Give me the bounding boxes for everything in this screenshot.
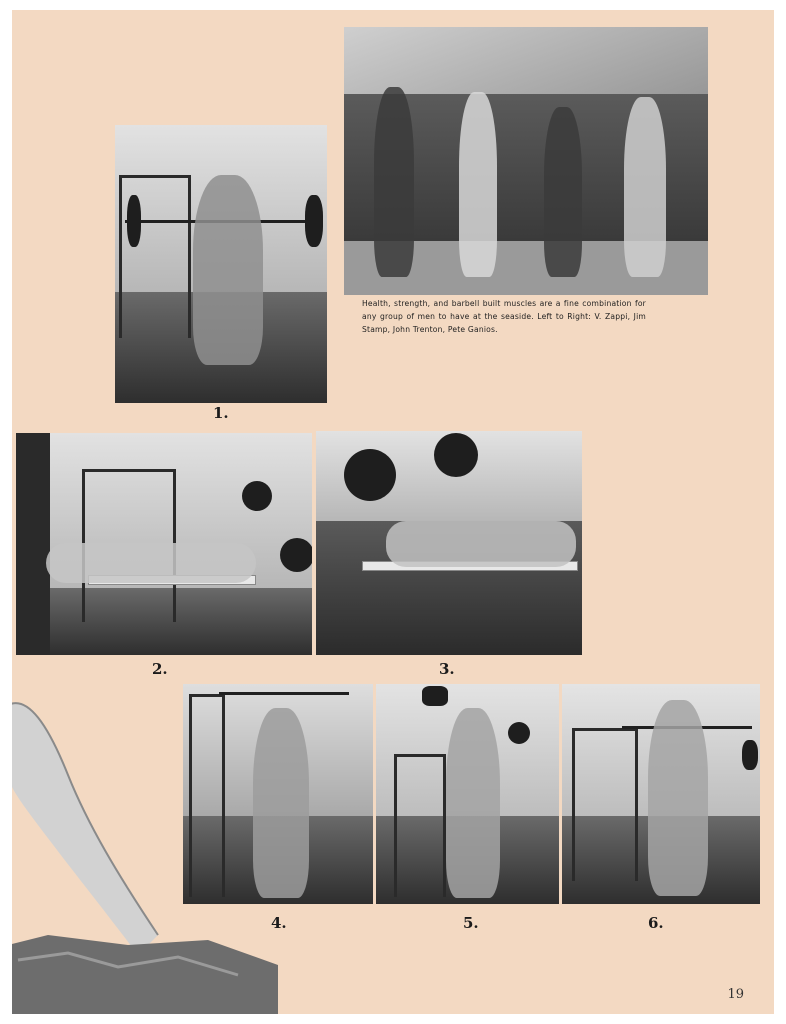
exercise-photo-3 (316, 431, 582, 655)
figure-label-1: 1. (213, 404, 229, 422)
figure-label-4: 4. (271, 914, 287, 932)
group-photo-caption: Health, strength, and barbell built muscles are a fine combination for any group of men to have at the seaside. Left to Right: V. Zappi, Jim Stamp, John Trenton, Pete Ganios. (362, 299, 646, 334)
magazine-page (12, 10, 774, 1014)
leg-rock-illustration (12, 695, 278, 1014)
exercise-photo-6 (562, 684, 760, 904)
exercise-photo-2 (16, 433, 312, 655)
figure-label-3: 3. (439, 660, 455, 678)
exercise-photo-5 (376, 684, 559, 904)
page-number: 19 (727, 987, 744, 1002)
figure-label-2: 2. (152, 660, 168, 678)
group-seaside-photo (344, 27, 708, 295)
figure-label-6: 6. (648, 914, 664, 932)
figure-label-5: 5. (463, 914, 479, 932)
exercise-photo-1 (115, 125, 327, 403)
